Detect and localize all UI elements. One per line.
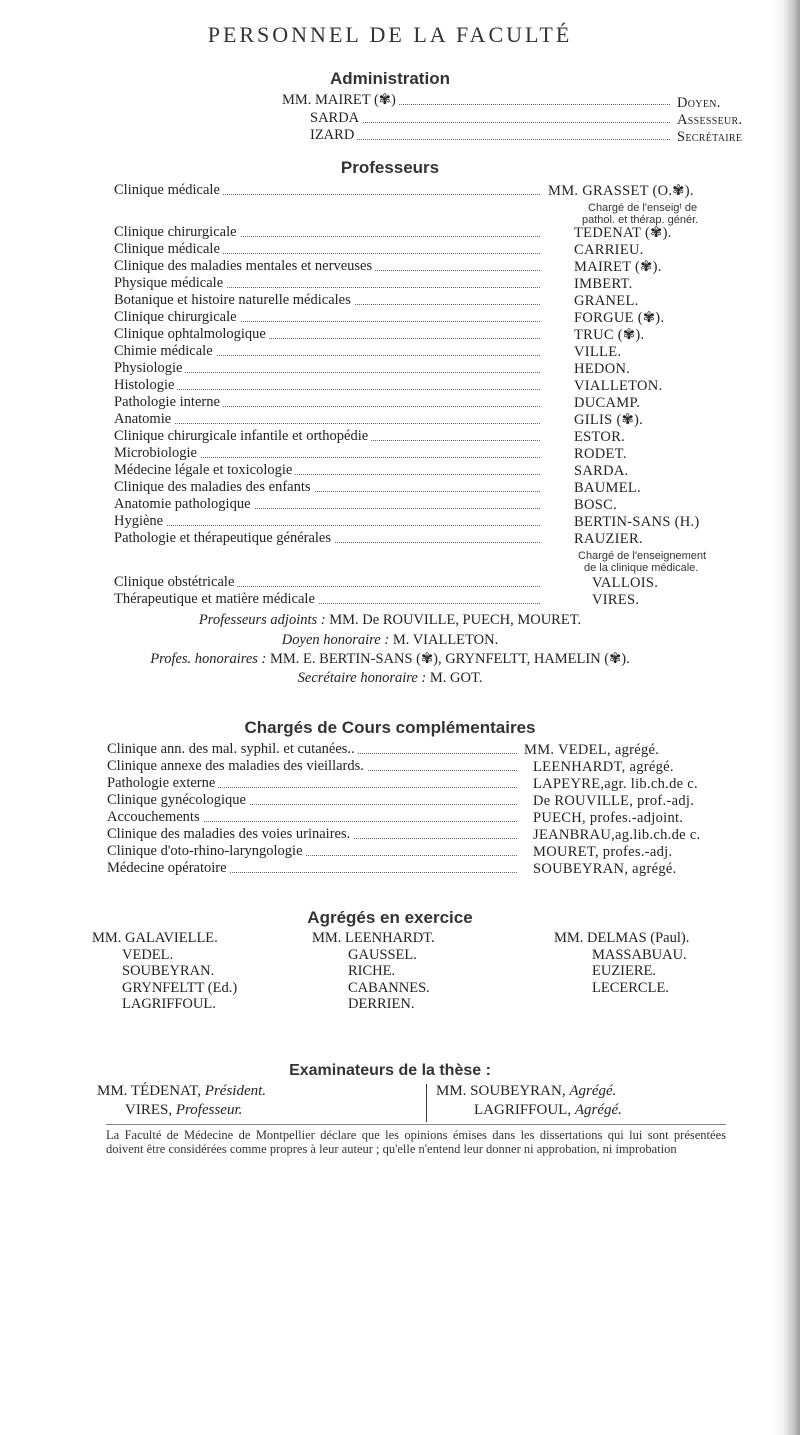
admin-role: Secrétaire [677,129,743,145]
charge-name: SOUBEYRAN, agrégé. [533,861,677,877]
professor-name: VILLE. [574,344,622,360]
examinateurs-right [436,1082,622,1120]
professor-row [114,394,540,412]
document-title: PERSONNEL DE LA FACULTÉ [207,22,573,47]
professor-row [114,182,540,200]
charge-name: JEANBRAU,ag.lib.ch.de c. [533,827,701,843]
professor-chair: Pathologie et thérapeutique générales [114,530,334,547]
honoraires-label: Profes. honoraires : [150,651,267,667]
administration-heading: Administration [330,69,450,88]
agreges-column-2 [312,930,435,1013]
admin-name: MM. MAIRET (✾) [282,92,399,109]
secretaire-honoraire-name: M. GOT. [429,670,483,686]
professor-name: HEDON. [574,361,631,377]
professor-chair: Physique médicale [114,275,226,292]
professor-chair: Clinique médicale [114,241,223,258]
charge-row [107,826,517,844]
professeurs-heading: Professeurs [340,158,440,177]
professor-name: MM. GRASSET (O.✾). [548,183,694,199]
charge-row [107,860,517,878]
doyen-honoraire-name: M. VIALLETON. [392,632,499,648]
doyen-honoraire [0,632,780,649]
professor-row [114,377,540,395]
professor-row [114,258,540,276]
agreges-column-3 [554,930,689,996]
agrege-name: MASSABUAU. [592,946,687,963]
agrege-name: EUZIERE. [592,963,657,979]
agrege-name: MM. DELMAS (Paul). [554,930,690,946]
agrege-name: MM. GALAVIELLE. [92,930,218,946]
charge-course: Clinique ann. des mal. syphil. et cutanées.. [107,741,358,758]
professor-name: SARDA. [574,463,629,479]
examinateur-title: Agrégé. [574,1102,622,1118]
professor-row [114,360,540,378]
admin-row [310,110,670,128]
examinateurs-heading: Examinateurs de la thèse : [289,1062,491,1079]
charge-course: Accouchements [107,809,203,826]
professor-name: RAUZIER. [574,531,643,547]
adjoints-names: MM. De ROUVILLE, PUECH, MOURET. [329,612,582,628]
professor-name: FORGUE (✾). [574,310,665,326]
professor-row [114,343,540,361]
examinateur-name: VIRES, [125,1102,173,1118]
charge-name: PUECH, profes.-adjoint. [533,810,684,826]
agrege-name: GAUSSEL. [348,946,417,963]
charge-row [107,809,517,827]
footer-disclaimer: La Faculté de Médecine de Montpellier déclare que les opinions émises dans les dissertations qui lui sont présentées doivent être considérées comme propres à leur auteur ; qu'elle n'entend leur donner ni approbation, ni improbation [106,1128,726,1156]
professor-name: VALLOIS. [592,575,659,591]
professor-row [114,411,540,429]
professor-name: IMBERT. [574,276,633,292]
professor-name: CARRIEU. [574,242,644,258]
professor-name: VIRES. [592,592,640,608]
examinateur-name: LAGRIFFOUL, [474,1102,572,1118]
professor-row [114,591,540,609]
professor-chair: Histologie [114,377,177,394]
agrege-name: DERRIEN. [348,996,415,1012]
professeurs-adjoints [0,612,780,629]
agrege-name: RICHE. [348,963,396,979]
professor-name: BERTIN-SANS (H.) [574,514,700,530]
charge-name: LAPEYRE,agr. lib.ch.de c. [533,776,698,792]
professor-row [114,496,540,514]
professor-row [114,462,540,480]
examinateur-title: Professeur. [175,1102,243,1118]
professor-chair: Anatomie [114,411,174,428]
professor-name: GILIS (✾). [574,412,644,428]
professor-row [114,292,540,310]
charge-row [107,775,517,793]
professor-chair: Anatomie pathologique [114,496,254,513]
examinateurs-divider [426,1084,427,1122]
secretaire-honoraire-label: Secrétaire honoraire : [297,670,427,686]
professor-note: de la clinique médicale. [584,562,699,574]
professor-note: Chargé de l'enseigᵗ de [588,202,698,214]
agrege-name: LAGRIFFOUL. [122,996,216,1012]
agrege-name: GRYNFELTT (Ed.) [122,979,238,996]
charge-course: Médecine opératoire [107,860,230,877]
admin-name: SARDA [310,110,362,127]
agreges-heading: Agrégés en exercice [307,908,473,927]
professor-chair: Clinique chirurgicale infantile et orthopédie [114,428,371,445]
admin-row [310,127,670,145]
charge-name: MOURET, profes.-adj. [533,844,673,860]
professor-row [114,275,540,293]
footer-rule [106,1124,726,1125]
professor-row [114,445,540,463]
professor-row [114,309,540,327]
admin-role: Doyen. [677,95,721,111]
professor-chair: Médecine légale et toxicologie [114,462,295,479]
charge-course: Clinique d'oto-rhino-laryngologie [107,843,306,860]
examinateur-name: MM. SOUBEYRAN, [436,1083,566,1099]
examinateurs-left [97,1082,266,1120]
professor-name: RODET. [574,446,627,462]
professor-chair: Clinique chirurgicale [114,309,240,326]
admin-name: IZARD [310,127,357,144]
professor-row [114,530,540,548]
professor-name: DUCAMP. [574,395,641,411]
examinateur-title: Agrégé. [569,1083,617,1099]
charge-course: Pathologie externe [107,775,218,792]
professor-chair: Clinique obstétricale [114,574,237,591]
professor-chair: Clinique des maladies des enfants [114,479,314,496]
professor-chair: Clinique chirurgicale [114,224,240,241]
professor-name: TEDENAT (✾). [574,225,672,241]
professor-row [114,574,540,592]
charge-name: LEENHARDT, agrégé. [533,759,674,775]
professor-name: VIALLETON. [574,378,663,394]
professor-chair: Clinique ophtalmologique [114,326,269,343]
charge-row [107,758,517,776]
charge-course: Clinique gynécologique [107,792,249,809]
doyen-honoraire-label: Doyen honoraire : [281,632,390,648]
professor-chair: Thérapeutique et matière médicale [114,591,318,608]
charge-course: Clinique des maladies des voies urinaires. [107,826,353,843]
adjoints-label: Professeurs adjoints : [198,612,326,628]
professor-chair: Clinique médicale [114,182,223,199]
professor-chair: Botanique et histoire naturelle médicales [114,292,354,309]
examinateur-name: MM. TÉDENAT, [97,1083,202,1099]
charge-row [107,741,517,759]
charge-name: De ROUVILLE, prof.-adj. [533,793,695,809]
professor-name: MAIRET (✾). [574,259,662,275]
professor-name: BOSC. [574,497,618,513]
agrege-name: VEDEL. [122,946,174,963]
agrege-name: CABANNES. [348,979,430,996]
professor-row [114,224,540,242]
charge-name: MM. VEDEL, agrégé. [524,742,660,758]
professor-row [114,241,540,259]
professor-row [114,326,540,344]
charge-course: Clinique annexe des maladies des vieillards. [107,758,367,775]
agrege-name: LECERCLE. [592,979,669,996]
honoraires-names: MM. E. BERTIN-SANS (✾), GRYNFELTT, HAMELIN (✾). [270,651,630,667]
admin-role: Assesseur. [677,112,743,128]
professor-row [114,513,540,531]
professor-chair: Chimie médicale [114,343,216,360]
agreges-column-1 [92,930,237,1013]
professor-chair: Physiologie [114,360,185,377]
professor-note: Chargé de l'enseignement [578,550,707,562]
admin-row [282,92,670,110]
professor-row [114,479,540,497]
charge-row [107,792,517,810]
professor-chair: Clinique des maladies mentales et nerveuses [114,258,375,275]
charge-row [107,843,517,861]
agrege-name: SOUBEYRAN. [122,963,215,979]
professeurs-honoraires [0,651,780,668]
agrege-name: MM. LEENHARDT. [312,930,435,946]
secretaire-honoraire [0,670,780,687]
professor-chair: Microbiologie [114,445,200,462]
examinateur-title: Président. [204,1083,267,1099]
professor-chair: Hygiène [114,513,166,530]
professor-chair: Pathologie interne [114,394,223,411]
professor-name: GRANEL. [574,293,639,309]
professor-name: ESTOR. [574,429,626,445]
professor-name: TRUC (✾). [574,327,645,343]
professor-row [114,428,540,446]
professor-name: BAUMEL. [574,480,641,496]
professor-note: pathol. et thérap. génér. [582,214,699,226]
charges-heading: Chargés de Cours complémentaires [244,718,536,737]
